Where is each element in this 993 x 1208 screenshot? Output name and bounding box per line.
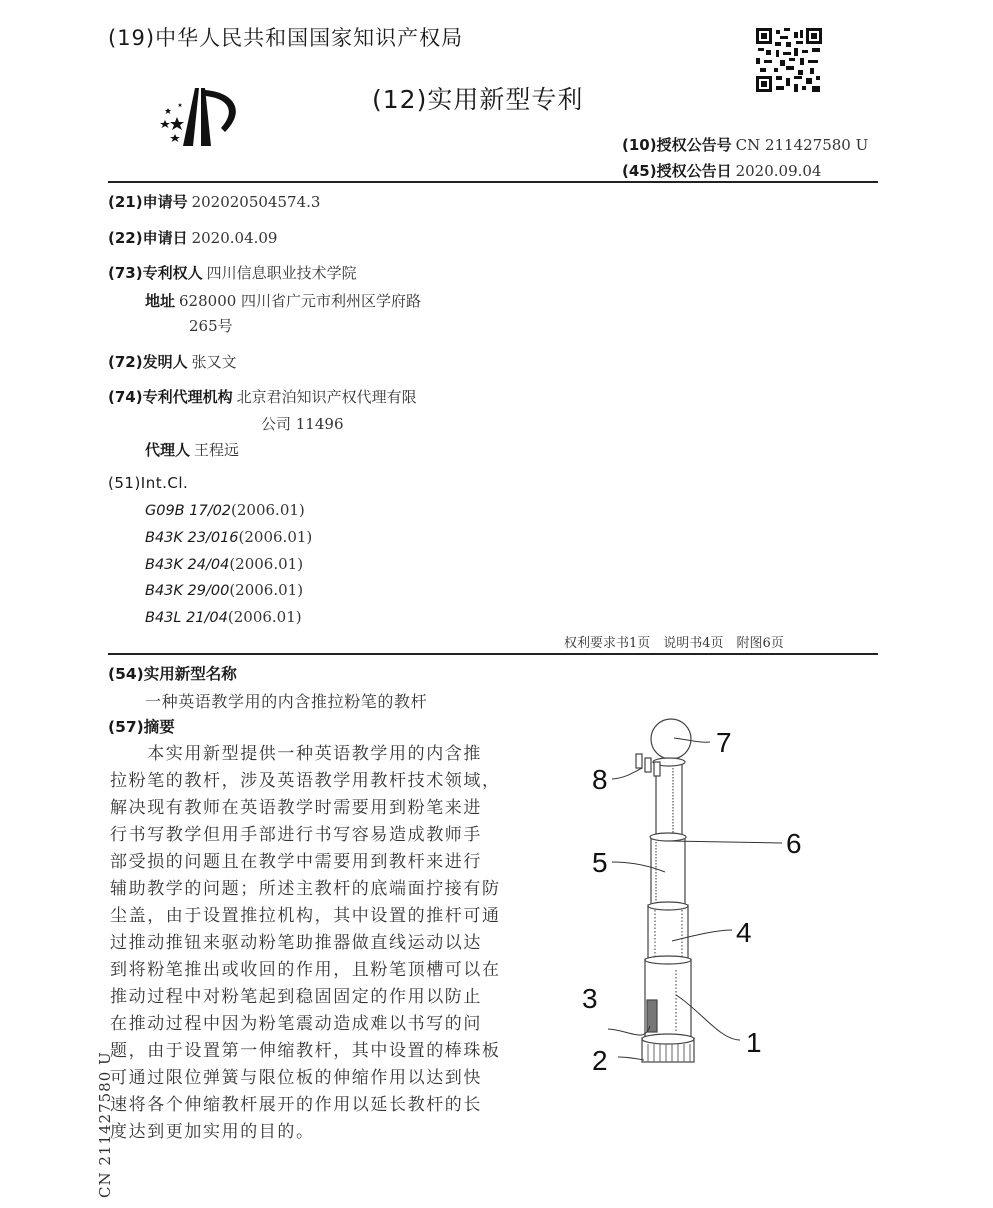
publication-number-value: CN 211427580 U [735,136,869,154]
ipc-label: (51)Int.Cl. [108,474,189,492]
ipc-entry [145,581,303,600]
inventor-value: 张又文 [191,353,237,371]
abstract-line: 在推动过程中因为粉笔震动造成难以书写的问 [110,1014,482,1034]
publication-date-value: 2020.09.04 [735,162,822,180]
address [145,290,421,311]
figure-label-2: 2 [592,1045,608,1076]
ipc-entry [145,528,312,547]
ipc-code: B43K 24/04 [145,557,230,573]
publication-number [622,134,868,155]
abstract-line: 速将各个伸缩教杆展开的作用以延长教杆的长 [110,1095,482,1115]
inventor-label: (72)发明人 [108,353,188,371]
patentee-value: 四川信息职业技术学院 [206,264,357,282]
ipc-code: B43K 23/016 [145,530,239,546]
address-line-1: 628000 四川省广元市利州区学府路 [179,292,422,310]
ipc-version: (2006.01) [238,528,313,546]
agent-label: 代理人 [145,441,191,459]
figure-label-5: 5 [592,847,608,878]
abstract-line: 行书写教学但用手部进行书写容易造成教师手 [110,825,482,845]
agent-value: 王程远 [194,441,240,459]
ipc-code: B43L 21/04 [145,610,228,626]
figure-ball [651,719,691,759]
header-divider [108,181,878,183]
agent [145,439,239,460]
application-number-label: (21)申请号 [108,193,188,211]
utility-model-title: 一种英语教学用的内含推拉粉笔的教杆 [145,692,428,711]
ipc-version: (2006.01) [229,581,304,599]
abstract-line: 题，由于设置第一伸缩教杆，其中设置的棒珠板 [110,1041,501,1061]
abstract-line: 可通过限位弹簧与限位板的伸缩作用以达到快 [110,1068,482,1088]
ipc-version: (2006.01) [227,608,302,626]
application-date-label: (22)申请日 [108,229,188,247]
utility-model-title-label: (54)实用新型名称 [108,665,237,683]
document-type: (12)实用新型专利 [372,85,584,114]
figure-slider [647,1000,657,1032]
ipc-entry [145,555,303,574]
application-date-value: 2020.04.09 [191,229,278,247]
patent-agency-label: (74)专利代理机构 [108,388,233,406]
figure-label-7: 7 [716,727,732,758]
ipc-version: (2006.01) [229,555,304,573]
patent-agency [108,386,417,407]
figure-label-4: 4 [736,917,752,948]
ipc-code: G09B 17/02 [145,503,232,519]
side-publication-number: CN 211427580 U [96,1051,114,1198]
figure-label-3: 3 [582,983,598,1014]
abstract-line: 部受损的问题且在教学中需要用到教杆来进行 [110,852,482,872]
application-number-value: 202020504574.3 [191,193,321,211]
ipc-version: (2006.01) [231,501,305,519]
abstract-line: 本实用新型提供一种英语教学用的内含推 [110,744,482,764]
abstract-line: 拉粉笔的教杆，涉及英语教学用教杆技术领域， [110,771,501,791]
figure-label-6: 6 [786,828,802,859]
figure-drawing [570,710,810,1080]
patentee-label: (73)专利权人 [108,264,203,282]
abstract-label: (57)摘要 [108,718,175,736]
cnipa-logo-icon [155,80,250,152]
abstract-line: 到将粉笔推出或收回的作用，且粉笔顶槽可以在 [110,960,501,980]
application-number [108,191,320,212]
abstract-line: 度达到更加实用的目的。 [110,1122,315,1142]
patentee [108,262,357,283]
publication-date [622,160,821,181]
abstract-line: 尘盖，由于设置推拉机构，其中设置的推杆可通 [110,906,501,926]
application-date [108,227,277,248]
patent-agency-line-1: 北京君泊知识产权代理有限 [236,388,417,406]
figure-label-1: 1 [746,1027,762,1058]
page-counts: 权利要求书1页 说明书4页 附图6页 [564,636,784,651]
section-divider [108,653,878,655]
publication-number-label: (10)授权公告号 [622,136,732,154]
office-name: (19)中华人民共和国国家知识产权局 [108,26,464,50]
abstract-line: 辅助教学的问题；所述主教杆的底端面拧接有防 [110,879,501,899]
ipc-entry [145,608,302,627]
abstract-line: 过推动推钮来驱动粉笔助推器做直线运动以达 [110,933,482,953]
qr-code-icon [756,28,822,92]
ipc-code: B43K 29/00 [145,583,230,599]
patent-agency-line-2: 公司 11496 [261,415,344,433]
figure-label-8: 8 [592,764,608,795]
address-label: 地址 [145,292,176,310]
inventor [108,351,237,372]
abstract-line: 推动过程中对粉笔起到稳固固定的作用以防止 [110,987,482,1007]
publication-date-label: (45)授权公告日 [622,162,732,180]
abstract-line: 解决现有教师在英语教学时需要用到粉笔来进 [110,798,482,818]
ipc-entry [145,501,305,520]
address-line-2: 265号 [189,317,233,335]
